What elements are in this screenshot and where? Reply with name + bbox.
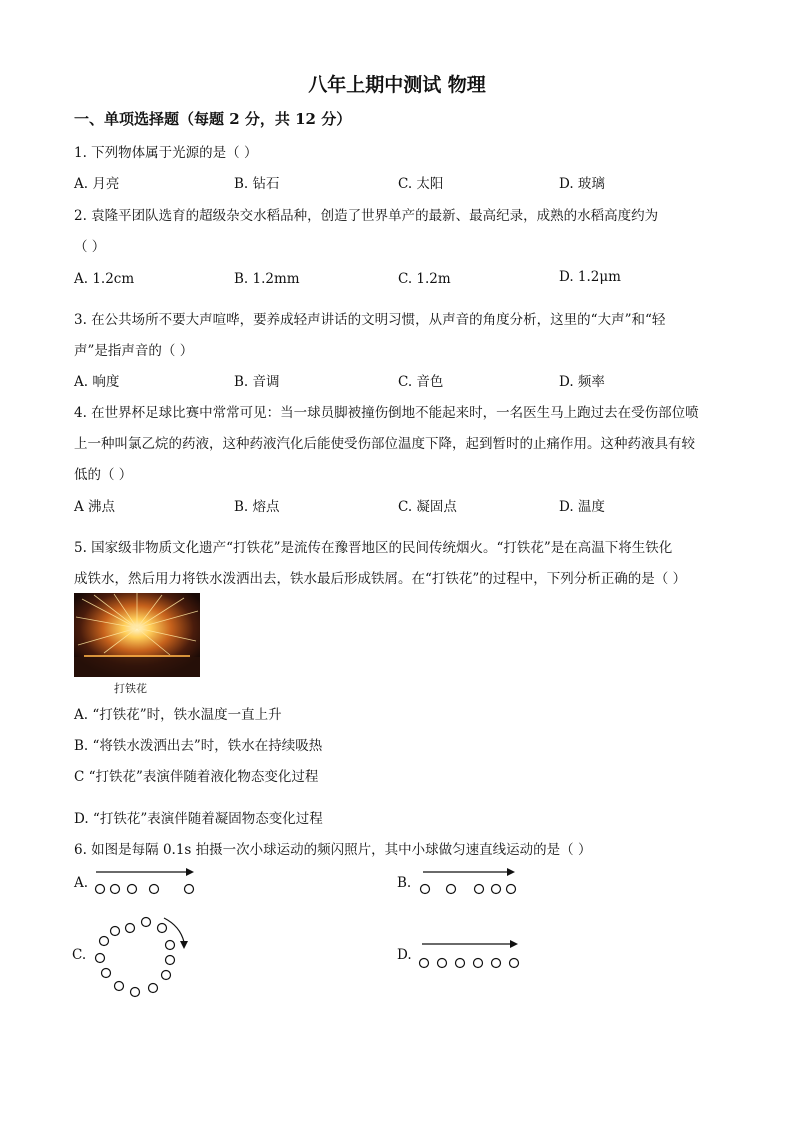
question-5-stem-line-1: 5. 国家级非物质文化遗产“打铁花”是流传在豫晋地区的民间传统烟火。“打铁花”是在高温下将生铁化: [74, 540, 673, 556]
question-2-option-c[interactable]: C. 1.2m: [398, 271, 451, 287]
question-6-stem: 6. 如图是每隔 0.1s 拍摄一次小球运动的频闪照片，其中小球做匀速直线运动的是（ ）: [74, 842, 592, 858]
question-3-stem-line-1: 3. 在公共场所不要大声喧哗，要养成轻声讲话的文明习惯，从声音的角度分析，这里的“大声”和“轻: [74, 312, 666, 328]
question-2-option-a[interactable]: A. 1.2cm: [74, 271, 135, 287]
question-5-stem-line-2: 成铁水，然后用力将铁水泼洒出去，铁水最后形成铁屑。在“打铁花”的过程中，下列分析正确的是（ ）: [74, 571, 687, 587]
question-6-option-c-label[interactable]: C.: [72, 947, 87, 963]
question-5-option-d[interactable]: D. “打铁花”表演伴随着凝固物态变化过程: [74, 811, 323, 827]
question-2-stem-line-1: 2. 袁隆平团队选育的超级杂交水稻品种，创造了世界单产的最新、最高纪录，成熟的水稻高度约为: [74, 208, 659, 224]
question-1-option-b[interactable]: B. 钻石: [234, 176, 280, 192]
question-6-option-a-label[interactable]: A.: [74, 875, 89, 891]
question-4-option-b[interactable]: B. 熔点: [234, 499, 280, 515]
question-5-option-c[interactable]: C “打铁花”表演伴随着液化物态变化过程: [74, 769, 319, 785]
question-1-option-a[interactable]: A. 月亮: [74, 176, 120, 192]
option-c-strobe-diagram: [88, 912, 198, 1002]
question-1-option-c[interactable]: C. 太阳: [398, 176, 444, 192]
question-4-stem-line-1: 4. 在世界杯足球比赛中常常可见：当一球员脚被撞伤倒地不能起来时，一名医生马上跑过去在受伤部位喷: [74, 405, 699, 421]
question-3-option-a[interactable]: A. 响度: [74, 374, 120, 390]
question-5-option-a[interactable]: A. “打铁花”时，铁水温度一直上升: [74, 707, 282, 723]
question-4-stem-line-3: 低的（ ）: [74, 467, 133, 483]
question-2-option-b[interactable]: B. 1.2mm: [234, 271, 300, 287]
option-d-strobe-diagram: [414, 934, 529, 974]
photo-caption: 打铁花: [114, 682, 147, 695]
section-heading: 一、单项选择题（每题 2 分，共 12 分）: [74, 110, 352, 128]
question-4-option-d[interactable]: D. 温度: [559, 499, 605, 515]
question-2-stem-line-2: （ ）: [74, 239, 106, 255]
question-4-stem-line-2: 上一种叫氯乙烷的药液，这种药液汽化后能使受伤部位温度下降，起到暂时的止痛作用。这种药液具有较: [74, 436, 695, 452]
question-3-option-b[interactable]: B. 音调: [234, 374, 280, 390]
question-6-option-b-label[interactable]: B.: [397, 875, 412, 891]
page-title: 八年上期中测试 物理: [308, 74, 486, 96]
question-4-option-a[interactable]: A 沸点: [74, 499, 116, 515]
question-6-option-d-label[interactable]: D.: [397, 947, 412, 963]
question-3-stem-line-2: 声”是指声音的（ ）: [74, 343, 194, 359]
question-5-option-b[interactable]: B. “将铁水泼洒出去”时，铁水在持续吸热: [74, 738, 323, 754]
question-3-option-d[interactable]: D. 频率: [559, 374, 605, 390]
question-1-option-d[interactable]: D. 玻璃: [559, 176, 605, 192]
option-b-strobe-diagram: [415, 864, 525, 898]
question-4-option-c[interactable]: C. 凝固点: [398, 499, 457, 515]
iron-flower-photo: [74, 593, 200, 677]
question-3-option-c[interactable]: C. 音色: [398, 374, 444, 390]
option-a-strobe-diagram: [90, 864, 200, 898]
iron-flower-photo-art: [74, 593, 200, 677]
question-2-option-d[interactable]: D. 1.2μm: [559, 269, 621, 285]
question-1-stem: 1. 下列物体属于光源的是（ ）: [74, 145, 258, 161]
